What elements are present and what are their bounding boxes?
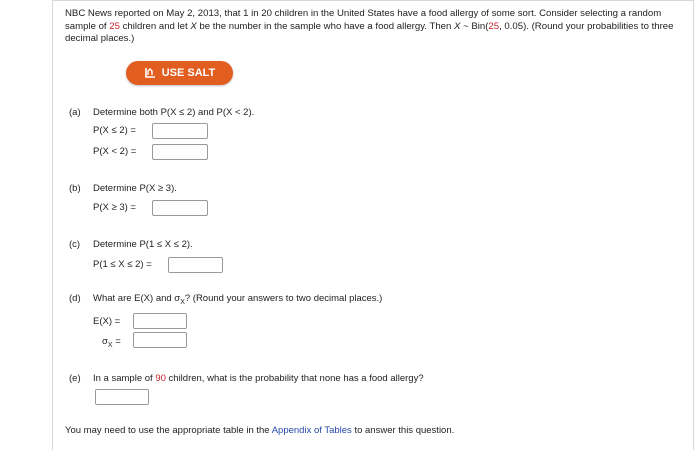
part-b-label: (b): [69, 183, 81, 194]
part-d-question-sub: X: [180, 298, 185, 306]
intro-text-1: NBC News reported on May 2, 2013, that 1 in 20 children in the United States have a food allergy of some sort. Consider selecting a random sample of: [65, 8, 662, 32]
part-d-question-pre: What are E(X) and σ: [93, 293, 181, 304]
part-c-question: Determine P(1 ≤ X ≤ 2).: [93, 239, 193, 250]
part-e-question: [93, 373, 424, 384]
part-d-std-dev-input[interactable]: [133, 332, 187, 348]
part-e-answer-input[interactable]: [95, 389, 149, 405]
panel-top-border: [53, 0, 693, 1]
part-e-question-pre: In a sample of: [93, 373, 156, 384]
appendix-of-tables-link[interactable]: Appendix of Tables: [271, 425, 352, 436]
part-b-answer-input[interactable]: [152, 200, 208, 216]
sigma-subscript: X: [107, 341, 113, 349]
part-c-eq1-label: P(1 ≤ X ≤ 2) =: [93, 259, 152, 270]
part-d-eq1-label: E(X) =: [93, 316, 121, 327]
part-a-answer-1-input[interactable]: [152, 123, 208, 139]
part-d-question-post: ? (Round your answers to two decimal places.): [184, 293, 383, 304]
sigma-equals: =: [115, 336, 121, 347]
footer-note: [65, 425, 454, 436]
intro-var-x: X: [190, 20, 197, 32]
part-d-label: (d): [69, 293, 81, 304]
part-b-eq1-label: P(X ≥ 3) =: [93, 202, 136, 213]
use-salt-button[interactable]: [126, 61, 233, 85]
sigma-symbol: σ: [102, 336, 108, 347]
part-d-expected-value-input[interactable]: [133, 313, 187, 329]
footer-text-pre: You may need to use the appropriate table in the: [65, 425, 272, 436]
part-e-label: (e): [69, 373, 81, 384]
footer-text-post: to answer this question.: [351, 425, 455, 436]
part-b-question: Determine P(X ≥ 3).: [93, 183, 177, 194]
intro-sample-size: 25: [109, 20, 120, 32]
part-a-eq1-label: P(X ≤ 2) =: [93, 125, 136, 136]
part-a-answer-2-input[interactable]: [152, 144, 208, 160]
part-a-question: Determine both P(X ≤ 2) and P(X < 2).: [93, 107, 255, 118]
part-a-label: (a): [69, 107, 81, 118]
part-c-answer-input[interactable]: [168, 257, 223, 273]
intro-text-2: children and let: [119, 20, 191, 32]
problem-statement: [65, 8, 685, 46]
part-e-sample-size: 90: [155, 373, 166, 384]
intro-text-4: ~ Bin(: [460, 20, 489, 32]
question-panel: [52, 0, 694, 450]
part-c-label: (c): [69, 239, 81, 250]
intro-text-3: be the number in the sample who have a food allergy. Then: [196, 20, 454, 32]
salt-icon: [144, 67, 156, 79]
intro-var-x-2: X: [454, 20, 461, 32]
use-salt-label: USE SALT: [161, 67, 216, 79]
part-a-eq2-label: P(X < 2) =: [93, 146, 137, 157]
part-d-eq2-label: [102, 336, 121, 349]
intro-text-5: , 0.05). (Round your probabilities to three decimal places.): [65, 20, 674, 44]
part-e-question-post: children, what is the probability that none has a food allergy?: [165, 373, 424, 384]
intro-sample-size-2: 25: [488, 20, 500, 32]
part-d-question: [93, 293, 382, 306]
